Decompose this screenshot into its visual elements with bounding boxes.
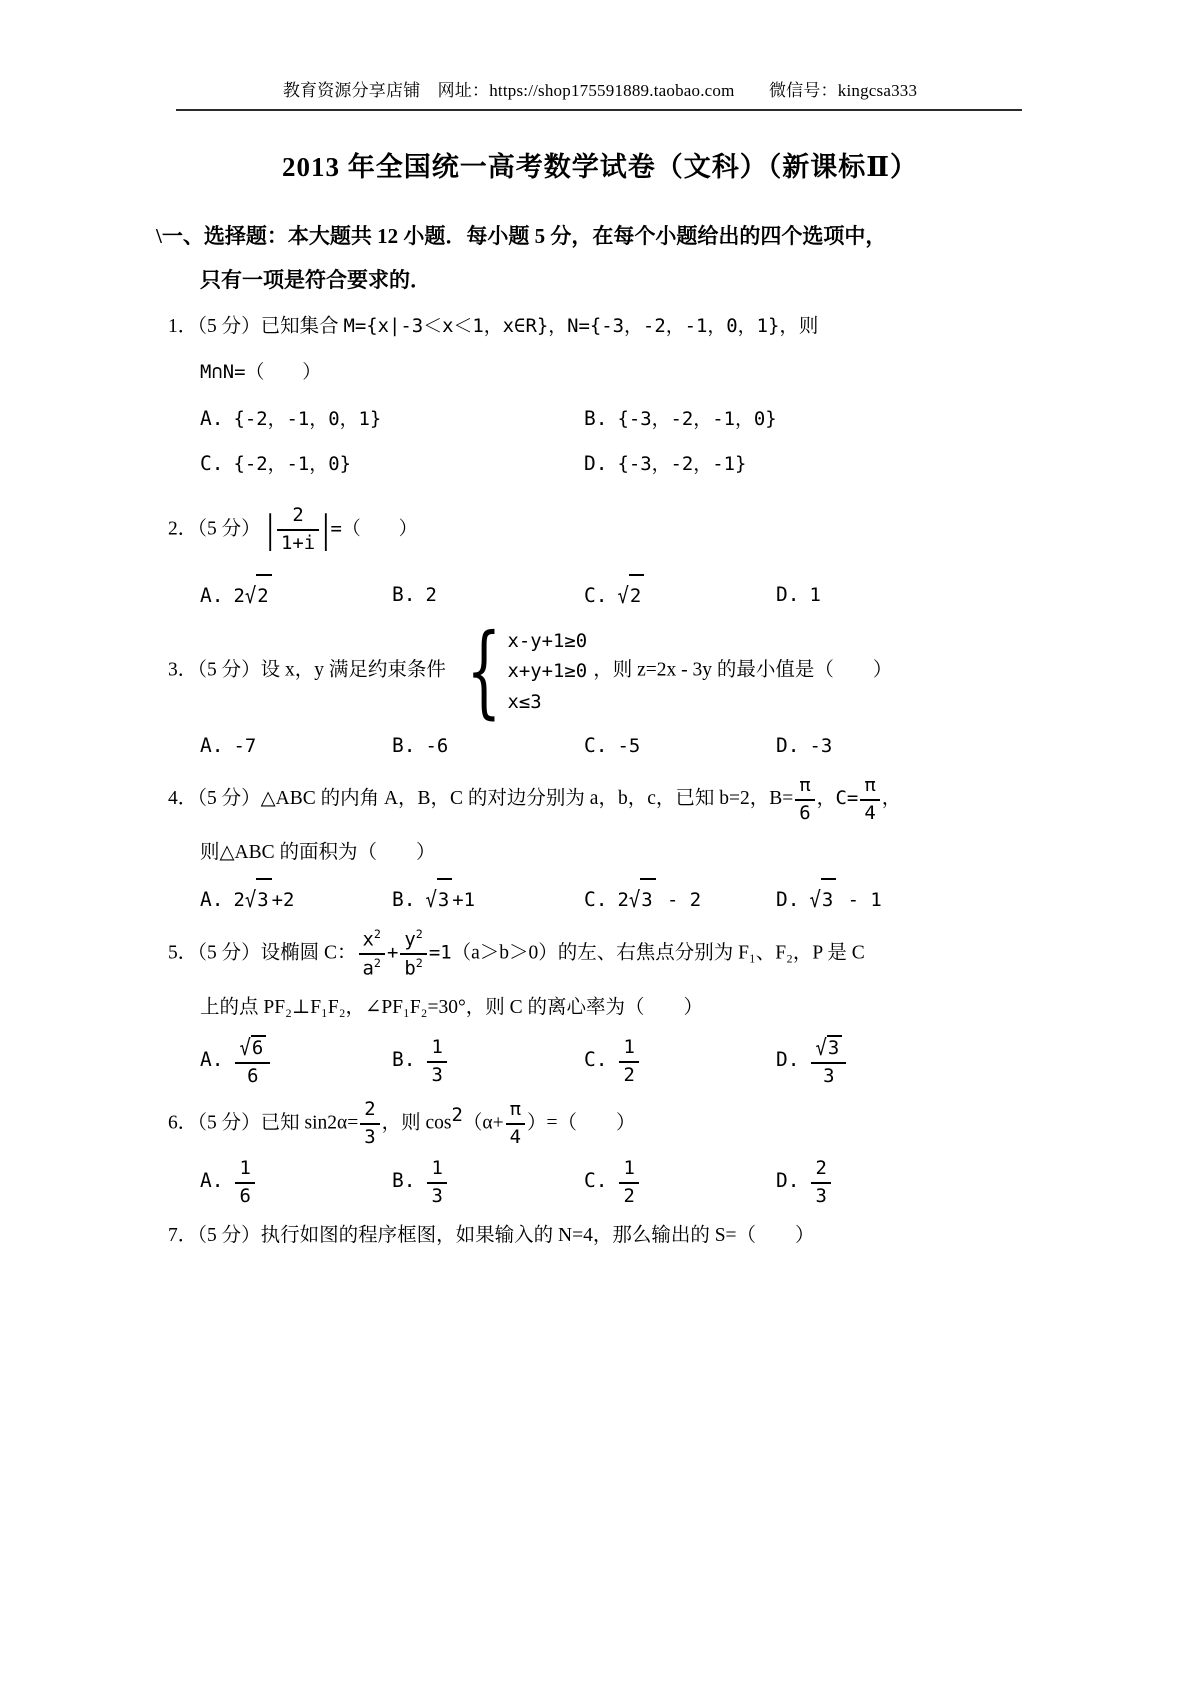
sqrt: √2	[617, 574, 644, 617]
question-1-option-b: B. {-3，-2，-1，0}	[584, 407, 777, 431]
header-divider	[176, 109, 1022, 111]
page-header	[168, 76, 1032, 101]
question-3-option-c: C. -5	[584, 734, 641, 758]
header-text: 教育资源分享店铺 网址：https://shop175591889.taobao.com 微信号：kingcsa333	[282, 81, 918, 100]
question-4	[168, 772, 1032, 921]
radical-icon: √	[617, 582, 629, 609]
question-1-option-a: A. {-2，-1，0，1}	[200, 407, 382, 431]
abs-bar-icon: |	[266, 506, 274, 552]
sqrt: √3	[815, 1035, 842, 1061]
question-7	[168, 1215, 1032, 1257]
q3-stem-cn: 3．（5 分）设 x，y 满足约束条件	[168, 659, 446, 681]
q4-stem-cn: 4．（5 分）△ABC 的内角 A，B，C 的对边分别为 a，b，c，已知 b=2，B=	[168, 788, 794, 810]
q1-stem-cn2: ，则	[779, 316, 819, 338]
q5-stem-cn: 5．（5 分）设椭圆 C：	[168, 942, 357, 964]
question-2-stem	[168, 490, 1032, 570]
question-6-option-d: D. $\frac{2}{3}$	[776, 1155, 968, 1210]
question-4-option-a: A. 2√3 +2	[200, 878, 392, 922]
section-intro-line2: 只有一项是符合要求的．	[200, 268, 431, 293]
q1-stem-cn: 1．（5 分）已知集合	[168, 316, 344, 338]
question-6-options	[200, 1155, 1032, 1210]
q3-constraint-system	[452, 612, 588, 730]
question-2-option-c: C. √2	[584, 574, 776, 618]
question-4-stem2	[168, 832, 1032, 874]
section-intro-line1: \一、选择题：本大题共 12 小题．每小题 5 分，在每个小题给出的四个选项中，	[156, 224, 887, 248]
q2-stem-post: =（ ）	[330, 517, 418, 540]
q3-stem-post: ，则 z=2x - 3y 的最小值是（ ）	[593, 659, 893, 681]
question-5-option-b: B. $\frac{1}{3}$	[392, 1034, 584, 1089]
question-4-option-c: C. 2√3 - 2	[584, 878, 776, 922]
sqrt: √3	[245, 878, 272, 921]
question-3-option-d: D. -3	[776, 734, 833, 758]
question-5-stem2	[168, 987, 1032, 1029]
question-4-option-d: D. √3 - 1	[776, 878, 968, 922]
question-3-option-a: A. -7	[200, 734, 257, 758]
question-1-stem	[168, 306, 1032, 348]
q2-stem-cn: 2．（5 分）	[168, 518, 261, 540]
question-6-option-b: B. $\frac{1}{3}$	[392, 1155, 584, 1210]
radical-icon: √	[809, 886, 821, 913]
question-2	[168, 490, 1032, 618]
question-2-option-b: B. 2	[392, 583, 437, 607]
question-2-options	[200, 574, 1032, 618]
question-6	[168, 1095, 1032, 1211]
question-5-option-a: A. $\frac{√6}{6}$	[200, 1033, 392, 1090]
radical-icon: √	[815, 1035, 827, 1061]
question-3-options	[200, 725, 1032, 768]
page-title: 2013 年全国统一高考数学试卷（文科）（新课标Ⅱ）	[281, 152, 918, 182]
question-5-options	[200, 1033, 1032, 1090]
sqrt: √2	[245, 574, 272, 617]
q5-fraction-y: $\frac{y^2}{b^2}$	[400, 927, 426, 981]
sqrt: √3	[425, 878, 452, 921]
q4-fraction-B: $\frac{\pi}{6}$	[795, 774, 814, 825]
question-1-option-d: D. {-3，-2，-1}	[584, 451, 747, 475]
q6-stem-cn: 6．（5 分）已知 sin2α=	[168, 1112, 359, 1134]
question-5-option-d: D. $\frac{√3}{3}$	[776, 1033, 968, 1090]
q6-fraction-1: $\frac{2}{3}$	[360, 1098, 379, 1149]
question-4-options	[200, 878, 1032, 922]
question-3	[168, 612, 1032, 768]
brace-icon: {	[466, 612, 502, 730]
q1-stem-math: M={x|-3＜x＜1，x∈R}，N={-3，-2，-1，0，1}	[343, 315, 780, 338]
q4-fraction-C: $\frac{\pi}{4}$	[860, 774, 879, 825]
question-2-option-d: D. 1	[776, 583, 821, 607]
question-1-options-row2	[200, 443, 1032, 486]
question-1-stem2	[168, 352, 1032, 394]
section-intro	[156, 214, 1032, 302]
question-5-option-c: C. $\frac{1}{2}$	[584, 1034, 776, 1089]
q3-constraint-2: x+y+1≥0	[507, 660, 588, 683]
sqrt: √3	[809, 878, 836, 921]
question-7-stem	[168, 1215, 1032, 1257]
question-1	[168, 306, 1032, 486]
q7-stem-cn: 7．（5 分）执行如图的程序框图，如果输入的 N=4，那么输出的 S=（ ）	[168, 1224, 815, 1246]
question-4-stem: 4．（5 分）△ABC 的内角 A，B，C 的对边分别为 a，b，c，已知 b=2，B= $\frac{\pi}{6}$ ，C= $\frac{\pi}{4}$ ，	[168, 774, 902, 824]
question-1-options-row1	[200, 398, 1032, 441]
q3-constraint-1: x-y+1≥0	[507, 630, 588, 653]
q5-stem2-cn: 上的点 PF₂⊥F₁F₂，∠PF₁F₂=30°，则 C 的离心率为（ ）	[200, 997, 704, 1019]
question-1-option-c: C. {-2，-1，0}	[200, 451, 351, 475]
sqrt: √6	[239, 1035, 266, 1061]
q3-constraint-3: x≤3	[507, 690, 542, 713]
radical-icon: √	[244, 582, 257, 609]
question-5	[168, 925, 1032, 1090]
sqrt: √3	[629, 878, 656, 921]
abs-bar-icon: |	[322, 506, 330, 552]
q5-stem-cn2: （a＞b＞0）的左、右焦点分别为 F₁、F₂，P 是 C	[451, 942, 865, 964]
question-3-option-b: B. -6	[392, 734, 449, 758]
question-4-option-b: B. √3 +1	[392, 878, 584, 922]
radical-icon: √	[628, 886, 641, 913]
radical-icon: √	[244, 886, 257, 913]
q2-fraction: $\frac{2}{1+i}$	[277, 504, 319, 555]
q1-stem2-math: M∩N=（ ）	[200, 361, 322, 384]
radical-icon: √	[425, 886, 437, 913]
question-3-stem	[168, 612, 1032, 730]
q5-fraction-x: $\frac{x^2}{a^2}$	[359, 927, 385, 981]
question-5-stem: 5．（5 分）设椭圆 C： $\frac{x^2}{a^2}$ + $\frac{y^2}{b^2}$ =1（a＞b＞0）的左、右焦点分别为 F₁、F₂，P 是 C	[168, 927, 865, 980]
question-6-option-a: A. $\frac{1}{6}$	[200, 1155, 392, 1210]
question-6-stem: 6．（5 分）已知 sin2α= $\frac{2}{3}$ ，则 $\cos^2(\alpha+$ $\frac{\pi}{4}$ ）=（ ）	[168, 1097, 636, 1148]
radical-icon: √	[239, 1035, 251, 1061]
q6-fraction-2: $\frac{\pi}{4}$	[506, 1098, 525, 1149]
question-2-option-a: A. 2√2	[200, 574, 392, 618]
question-6-option-c: C. $\frac{1}{2}$	[584, 1155, 776, 1210]
q4-stem2-cn: 则△ABC 的面积为（ ）	[200, 841, 436, 863]
